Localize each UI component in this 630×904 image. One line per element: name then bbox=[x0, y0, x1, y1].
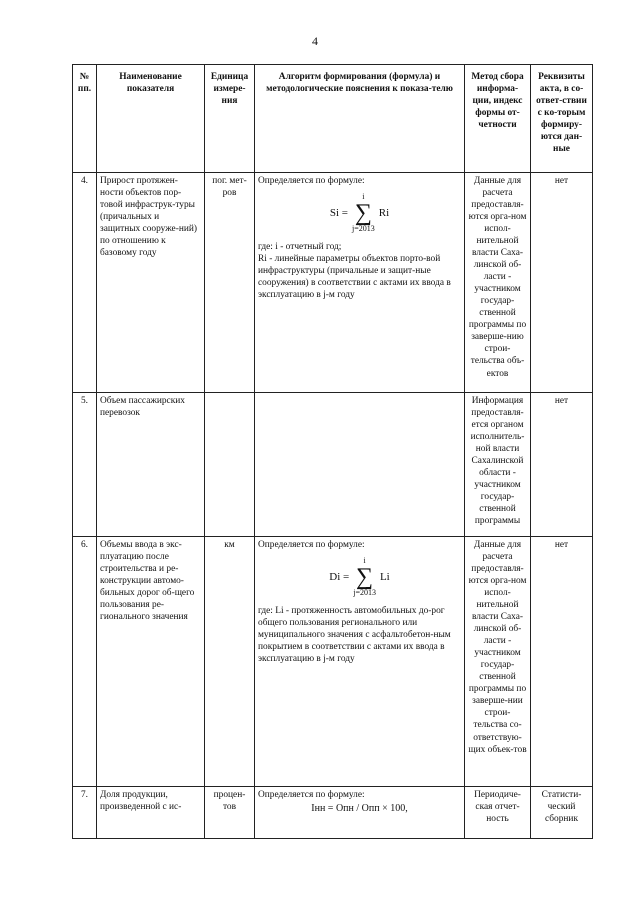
table-row bbox=[73, 787, 593, 839]
sum-lower-limit: j=2013 bbox=[352, 224, 375, 234]
row-algo bbox=[255, 393, 465, 537]
table-row bbox=[73, 537, 593, 787]
row-unit: пог. мет-ров bbox=[205, 173, 255, 393]
formula-where: где: i - отчетный год; bbox=[258, 242, 342, 253]
header-unit: Единица измере-ния bbox=[205, 65, 255, 173]
formula-intro: Определяется по формуле: bbox=[258, 540, 365, 550]
formula-lhs: Si = bbox=[329, 206, 348, 219]
row-unit: км bbox=[205, 537, 255, 787]
row-num: 7. bbox=[73, 787, 97, 839]
row-method: Информация предоставля-ется органом исполнитель-ной власти Сахалинской области - участником государ-ственной программы bbox=[465, 393, 531, 537]
row-num: 4. bbox=[73, 173, 97, 393]
header-req: Реквизиты акта, в со-ответ-ствии с ко-торым формиру-ются дан-ные bbox=[531, 65, 593, 173]
formula-intro: Определяется по формуле: bbox=[258, 176, 365, 186]
row-method: Периодиче-ская отчет-ность bbox=[465, 787, 531, 839]
header-num: № пп. bbox=[73, 65, 97, 173]
row-num: 5. bbox=[73, 393, 97, 537]
row-algo bbox=[255, 537, 465, 787]
table-row bbox=[73, 173, 593, 393]
row-req: нет bbox=[531, 393, 593, 537]
formula-explanation: где: Li - протяженность автомобильных до-рог общего пользования регионального или муниципального значения с асфальтобетон-ным покрытием в соответствии с актами их ввода в эксплуатацию в j-м году bbox=[258, 606, 451, 665]
formula-explanation: Ri - линейные параметры объектов порто-вой инфраструктуры (причальные и защит-ные сооружения) в соответствии с актами их ввода в эксплуатацию в j-м году bbox=[258, 254, 451, 301]
row-unit bbox=[205, 393, 255, 537]
header-method: Метод сбора информа-ции, индекс формы от-четности bbox=[465, 65, 531, 173]
sigma-icon: ∑ bbox=[354, 200, 372, 227]
header-name: Наименование показателя bbox=[97, 65, 205, 173]
formula-term: Li bbox=[379, 570, 390, 583]
formula-term: Ri bbox=[378, 206, 390, 219]
formula-lhs: Di = bbox=[329, 570, 350, 583]
row-method: Данные для расчета предоставля-ются орга-ном испол-нительной власти Саха-линской об-ласти - участником государ-ственной программы по заверше-нию строи-тельства объ-ектов bbox=[465, 173, 531, 393]
row-unit: процен-тов bbox=[205, 787, 255, 839]
row-name: Прирост протяжен-ности объектов пор-товой инфраструк-туры (причальных и защитных сооруже-ний) по отношению к базовому году bbox=[97, 173, 205, 393]
row-num: 6. bbox=[73, 537, 97, 787]
row-name: Объемы ввода в экс-плуатацию после строительства и ре-конструкции автомо-бильных дорог об-щего пользования ре-гионального значения bbox=[97, 537, 205, 787]
table-row bbox=[73, 393, 593, 537]
sum-lower-limit: j=2013 bbox=[353, 588, 376, 598]
row-method: Данные для расчета предоставля-ются орга-ном испол-нительной власти Саха-линской об-ласти - участником государ-ственной программы по заверше-нии строи-тельства со-ответствую-щих объек-тов bbox=[465, 537, 531, 787]
header-algo: Алгоритм формирования (формула) и методологические пояснения к показа-телю bbox=[255, 65, 465, 173]
row-name: Объем пассажирских перевозок bbox=[97, 393, 205, 537]
row-req: нет bbox=[531, 537, 593, 787]
row-req: Статисти-ческий сборник bbox=[531, 787, 593, 839]
sum-formula bbox=[258, 193, 461, 233]
row-name: Доля продукции, произведенной с ис- bbox=[97, 787, 205, 839]
sum-upper-limit: i bbox=[363, 556, 366, 566]
sum-formula bbox=[258, 557, 461, 597]
indicator-table bbox=[72, 64, 593, 839]
sum-upper-limit: i bbox=[362, 192, 365, 202]
formula-intro: Определяется по формуле: bbox=[258, 790, 365, 800]
sigma-icon: ∑ bbox=[356, 564, 374, 591]
table-header-row bbox=[73, 65, 593, 173]
row-req: нет bbox=[531, 173, 593, 393]
row-algo bbox=[255, 787, 465, 839]
ratio-formula: Iнн = Oпн / Oпп × 100, bbox=[311, 803, 408, 815]
row-algo bbox=[255, 173, 465, 393]
page-number: 4 bbox=[312, 34, 318, 48]
